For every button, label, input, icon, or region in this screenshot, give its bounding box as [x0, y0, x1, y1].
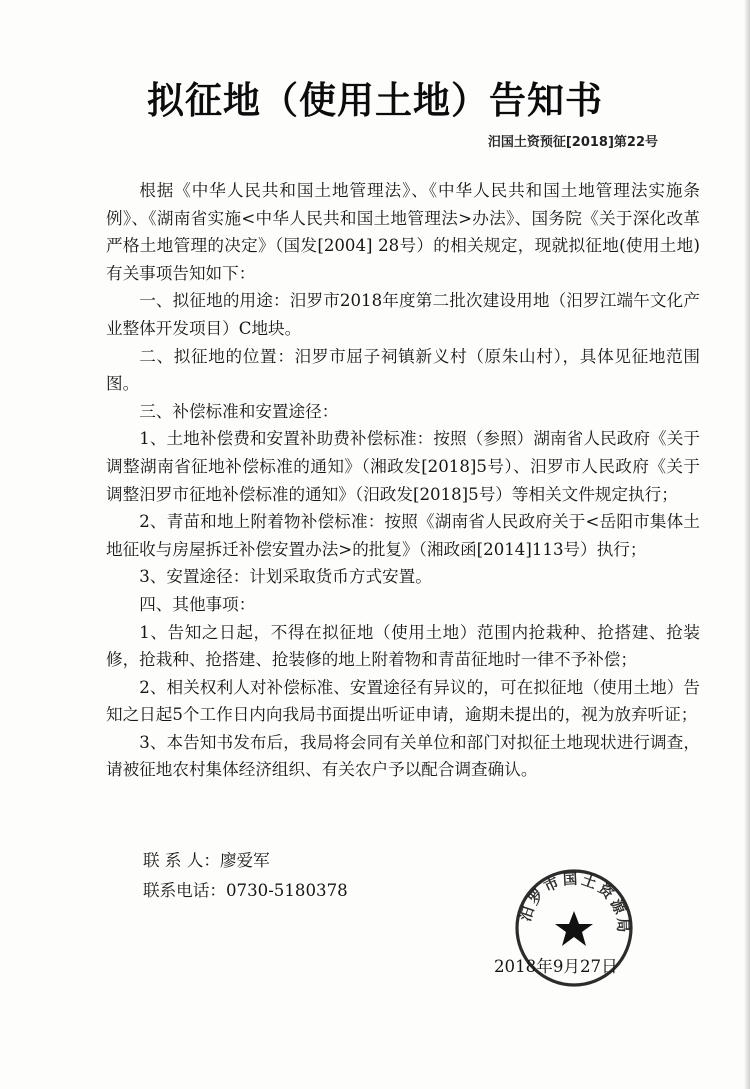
- document-title: 拟征地（使用土地）告知书: [147, 79, 603, 122]
- section-heading-compensation: 三、补偿标准和安置途径：: [139, 401, 339, 421]
- contact-phone-number: 0730-5180378: [225, 881, 348, 900]
- paragraph-other-2: 2、相关权利人对补偿标准、安置途径有异议的，可在拟征地（使用土地）告知之日起5个工作日内向我局书面提出听证申请，逾期未提出的，视为放弃听证；: [106, 677, 700, 725]
- paragraph-other-3: 3、本告知书发布后，我局将会同有关单位和部门对拟征土地现状进行调查，请被征地农村集体经济组织、有关农户予以配合调查确认。: [106, 732, 700, 780]
- seal-star-icon: [555, 911, 593, 946]
- official-seal-stamp: [512, 866, 636, 990]
- scan-edge-shadow: [744, 0, 750, 1089]
- document-body: [106, 177, 700, 784]
- section-heading-other: 四、其他事项：: [139, 594, 256, 614]
- issue-date: 2018年9月27日: [494, 957, 618, 976]
- contact-person-label: 联 系 人：: [143, 851, 220, 870]
- contact-phone-line: [143, 877, 348, 901]
- paragraph-resettlement: 3、安置途径：计划采取货币方式安置。: [139, 567, 432, 587]
- paragraph-other-1: 1、告知之日起，不得在拟征地（使用土地）范围内抢栽种、抢搭建、抢装修，抢栽种、抢搭建、抢装修的地上附着物和青苗征地时一律不予补偿；: [106, 622, 700, 670]
- paragraph-land-use: 一、拟征地的用途：汨罗市2018年度第二批次建设用地（汨罗江端午文化产业整体开发项目）C地块。: [106, 291, 700, 338]
- paragraph-land-compensation: 1、土地补偿费和安置补助费补偿标准：按照（参照）湖南省人民政府《关于调整湖南省征地补偿标准的通知》（湘政发[2018]5号）、汨罗市人民政府《关于调整汨罗市征地补偿标准的通知》（汨政发[2018]5号）等相关文件规定执行；: [106, 429, 700, 504]
- contact-phone-label: 联系电话：: [143, 881, 226, 900]
- paragraph-crop-compensation: 2、青苗和地上附着物补偿标准：按照《湖南省人民政府关于<岳阳市集体土地征收与房屋拆迁补偿安置办法>的批复》（湘政函[2014]113号）执行；: [106, 512, 700, 559]
- paragraph-legal-basis: 根据《中华人民共和国土地管理法》、《中华人民共和国土地管理法实施条例》、《湖南省实施<中华人民共和国土地管理法>办法》、国务院《关于深化改革严格土地管理的决定》（国发[2004] 28号）的相关规定，现就拟征地(使用土地)有关事项告知如下：: [106, 181, 700, 283]
- contact-person-line: [143, 847, 270, 871]
- contact-person-name: 廖爱军: [219, 851, 270, 870]
- svg-text:汨罗市国土资源局: 汨罗市国土资源局: [518, 871, 631, 936]
- paragraph-land-location: 二、拟征地的位置：汨罗市屈子祠镇新义村（原朱山村），具体见征地范围图。: [106, 346, 700, 394]
- document-number: 汨国土资预征[2018]第22号: [487, 135, 658, 150]
